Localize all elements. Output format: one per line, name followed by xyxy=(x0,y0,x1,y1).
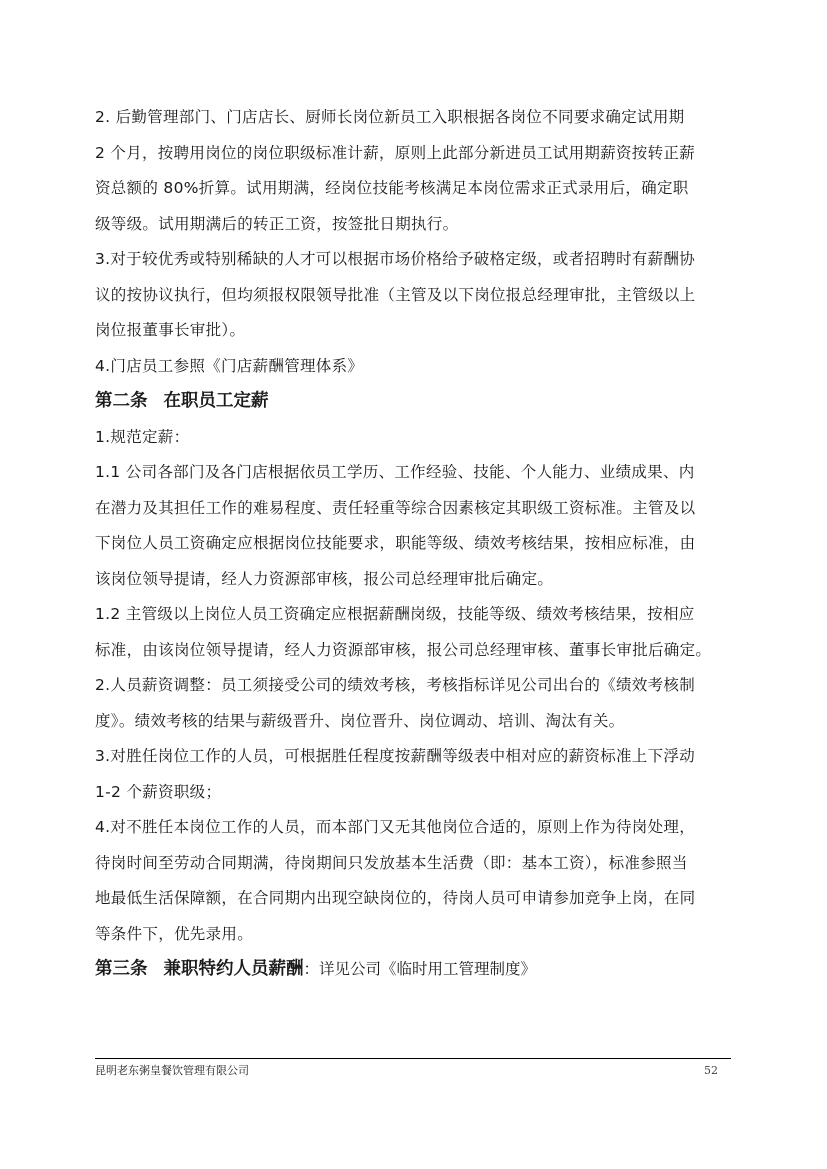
article-number: 第二条 xyxy=(95,391,148,411)
body-line: 标准，由该岗位领导提请，经人力资源部审核，报公司总经理审核、董事长审批后确定。 xyxy=(95,640,712,659)
body-line: 3.对于较优秀或特别稀缺的人才可以根据市场价格给予破格定级，或者招聘时有薪酬协 xyxy=(95,250,695,268)
body-text xyxy=(95,100,725,988)
body-line: 2. 后勤管理部门、门店店长、厨师长岗位新员工入职根据各岗位不同要求确定试用期 xyxy=(95,108,685,126)
body-line: 4.对不胜任本岗位工作的人员，而本部门又无其他岗位合适的，原则上作为待岗处理， xyxy=(95,818,695,836)
article-title: 兼职特约人员薪酬 xyxy=(163,959,304,979)
body-line: 2.人员薪资调整：员工须接受公司的绩效考核，考核指标详见公司出台的《绩效考核制 xyxy=(95,676,695,694)
body-line: 岗位报董事长审批）。 xyxy=(95,321,246,339)
body-line: 级等级。试用期满后的转正工资，按签批日期执行。 xyxy=(95,214,459,233)
body-line: 1.1 公司各部门及各门店根据依员工学历、工作经验、技能、个人能力、业绩成果、内 xyxy=(95,463,695,481)
body-line: 待岗时间至劳动合同期满，待岗期间只发放基本生活费（即：基本工资），标准参照当 xyxy=(95,853,688,872)
body-line: 地最低生活保障额，在合同期内出现空缺岗位的，待岗人员可申请参加竞争上岗，在同 xyxy=(95,889,696,907)
body-line: 等条件下，优先录用。 xyxy=(95,924,254,943)
article-heading-3 xyxy=(95,952,725,988)
body-line: 资总额的 80%折算。试用期满，经岗位技能考核满足本岗位需求正式录用后，确定职 xyxy=(95,179,689,197)
page-number: 52 xyxy=(704,1064,718,1077)
article-number: 第三条 xyxy=(95,959,148,979)
body-line: 1-2 个薪资职级； xyxy=(95,782,222,801)
body-line: 2 个月，按聘用岗位的岗位职级标准计薪，原则上此部分新进员工试用期薪资按转正薪 xyxy=(95,143,695,162)
article-tail: ：详见公司《临时用工管理制度》 xyxy=(303,960,537,978)
article-title: 在职员工定薪 xyxy=(163,391,269,411)
body-line: 度》。绩效考核的结果与薪级晋升、岗位晋升、岗位调动、培训、淘汰有关。 xyxy=(95,711,625,730)
body-line: 下岗位人员工资确定应根据岗位技能要求，职能等级、绩效考核结果，按相应标准，由 xyxy=(95,534,696,552)
body-line: 3.对胜任岗位工作的人员，可根据胜任程度按薪酬等级表中相对应的薪资标准上下浮动 xyxy=(95,747,695,765)
body-line: 该岗位领导提请，经人力资源部审核，报公司总经理审批后确定。 xyxy=(95,569,554,588)
article-heading-2 xyxy=(95,384,725,420)
body-line: 在潜力及其担任工作的难易程度、责任轻重等综合因素核定其职级工资标准。主管及以 xyxy=(95,498,696,517)
body-line: 1.规范定薪： xyxy=(95,427,190,446)
footer-divider xyxy=(95,1058,731,1059)
footer-company: 昆明老东粥皇餐饮管理有限公司 xyxy=(95,1064,249,1077)
body-line: 1.2 主管级以上岗位人员工资确定应根据薪酬岗级，技能等级、绩效考核结果，按相应 xyxy=(95,605,695,623)
body-line: 4.门店员工参照《门店薪酬管理体系》 xyxy=(95,356,364,375)
body-line: 议的按协议执行，但均须报权限领导批准（主管及以下岗位报总经理审批，主管级以上 xyxy=(95,285,696,304)
